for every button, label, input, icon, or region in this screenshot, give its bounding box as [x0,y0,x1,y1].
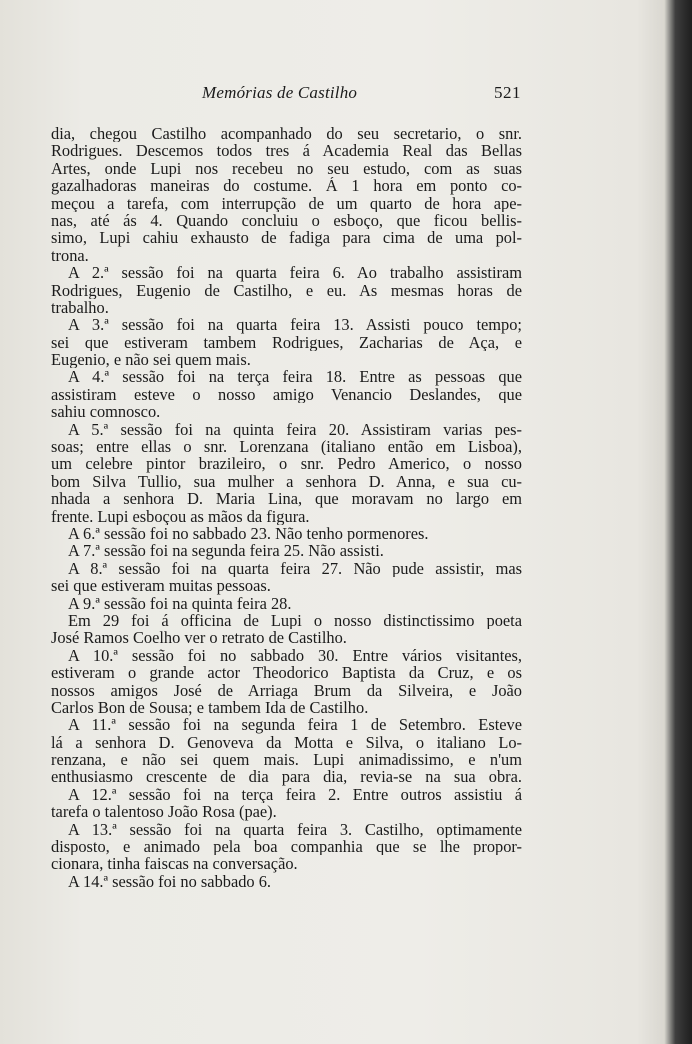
text-line: Rodrigues, Eugenio de Castilho, e eu. As mesmas horas de [51,281,522,299]
text-line: meçou a tarefa, com interrupção de um quarto de hora ape- [51,194,522,212]
text-line: trona. [51,246,89,265]
page-header [0,83,692,109]
text-line: A 6.ª sessão foi no sabbado 23. Não tenho pormenores. [68,524,429,543]
text-line: gazalhadoras maneiras do costume. Á 1 hora em ponto co- [51,177,522,195]
text-line: soas; entre ellas o snr. Lorenzana (italiano então em Lisboa), [51,438,522,456]
text-line: enthusiasmo crescente de dia para dia, revia-se na sua obra. [51,768,522,786]
text-line: A 7.ª sessão foi na segunda feira 25. Não assisti. [68,542,384,560]
text-line: A 5.ª sessão foi na quinta feira 20. Assistiram varias pes- [68,420,522,439]
text-line: Eugenio, e não sei quem mais. [51,351,251,369]
text-line: A 12.ª sessão foi na terça feira 2. Entre outros assistiu á [68,785,522,804]
text-line: sei que estiveram muitas pessoas. [51,577,271,595]
body-text [51,125,522,890]
text-line: tarefa o talentoso João Rosa (pae). [51,803,277,821]
text-line: nhada a senhora D. Maria Lina, que moravam no largo em [51,490,522,508]
text-line: disposto, e animado pela boa companhia que se lhe propor- [51,838,522,856]
text-line: assistiram esteve o nosso amigo Venancio Deslandes, que [51,385,522,404]
text-line: frente. Lupi esboçou as mãos da figura. [51,507,310,525]
text-line: nas, até ás 4. Quando concluiu o esboço, que ficou bellis- [51,211,522,230]
text-line: Em 29 foi á officina de Lupi o nosso distinctissimo poeta [68,611,522,630]
text-line: A 14.ª sessão foi no sabbado 6. [68,872,272,891]
text-line: A 13.ª sessão foi na quarta feira 3. Castilho, optimamente [68,820,522,839]
text-line: José Ramos Coelho ver o retrato de Castilho. [51,629,347,647]
text-line: trabalho. [51,298,109,317]
text-line: dia, chegou Castilho acompanhado do seu secretario, o snr. [51,125,522,143]
text-line: Artes, onde Lupi nos recebeu no seu estudo, com as suas [51,159,522,178]
text-line: lá a senhora D. Genoveva da Motta e Silva, o italiano Lo- [51,733,522,752]
text-line: A 10.ª sessão foi no sabbado 30. Entre vários visitantes, [68,646,522,665]
text-line: estiveram o grande actor Theodorico Baptista da Cruz, e os [51,664,522,682]
text-line: cionara, tinha faiscas na conversação. [51,855,298,873]
text-line: A 11.ª sessão foi na segunda feira 1 de Setembro. Esteve [68,716,522,734]
text-line: Carlos Bon de Sousa; e tambem Ida de Castilho. [51,698,369,717]
text-line: renzana, e não sei quem mais. Lupi animadissimo, e n'um [51,751,522,769]
text-line: bom Silva Tullio, sua mulher a senhora D. Anna, e sua cu- [51,472,522,491]
text-line: A 2.ª sessão foi na quarta feira 6. Ao trabalho assistiram [68,264,522,282]
text-line: sahiu comnosco. [51,403,161,421]
running-title: Memórias de Castilho [202,83,358,102]
text-line: simo, Lupi cahiu exhausto de fadiga para cima de uma pol- [51,229,522,247]
text-line: A 4.ª sessão foi na terça feira 18. Entre as pessoas que [68,368,522,386]
page-number: 521 [494,83,521,102]
text-line: nossos amigos José de Arriaga Brum da Silveira, e João [51,681,522,699]
text-line: A 8.ª sessão foi na quarta feira 27. Não pude assistir, mas [68,559,522,578]
text-line: Rodrigues. Descemos todos tres á Academia Real das Bellas [51,142,522,160]
text-line: sei que estiveram tambem Rodrigues, Zacharias de Aça, e [51,333,522,352]
text-line: A 3.ª sessão foi na quarta feira 13. Assisti pouco tempo; [68,316,522,334]
text-line: A 9.ª sessão foi na quinta feira 28. [68,594,292,612]
text-line: um celebre pintor brazileiro, o snr. Pedro Americo, o nosso [51,455,522,473]
